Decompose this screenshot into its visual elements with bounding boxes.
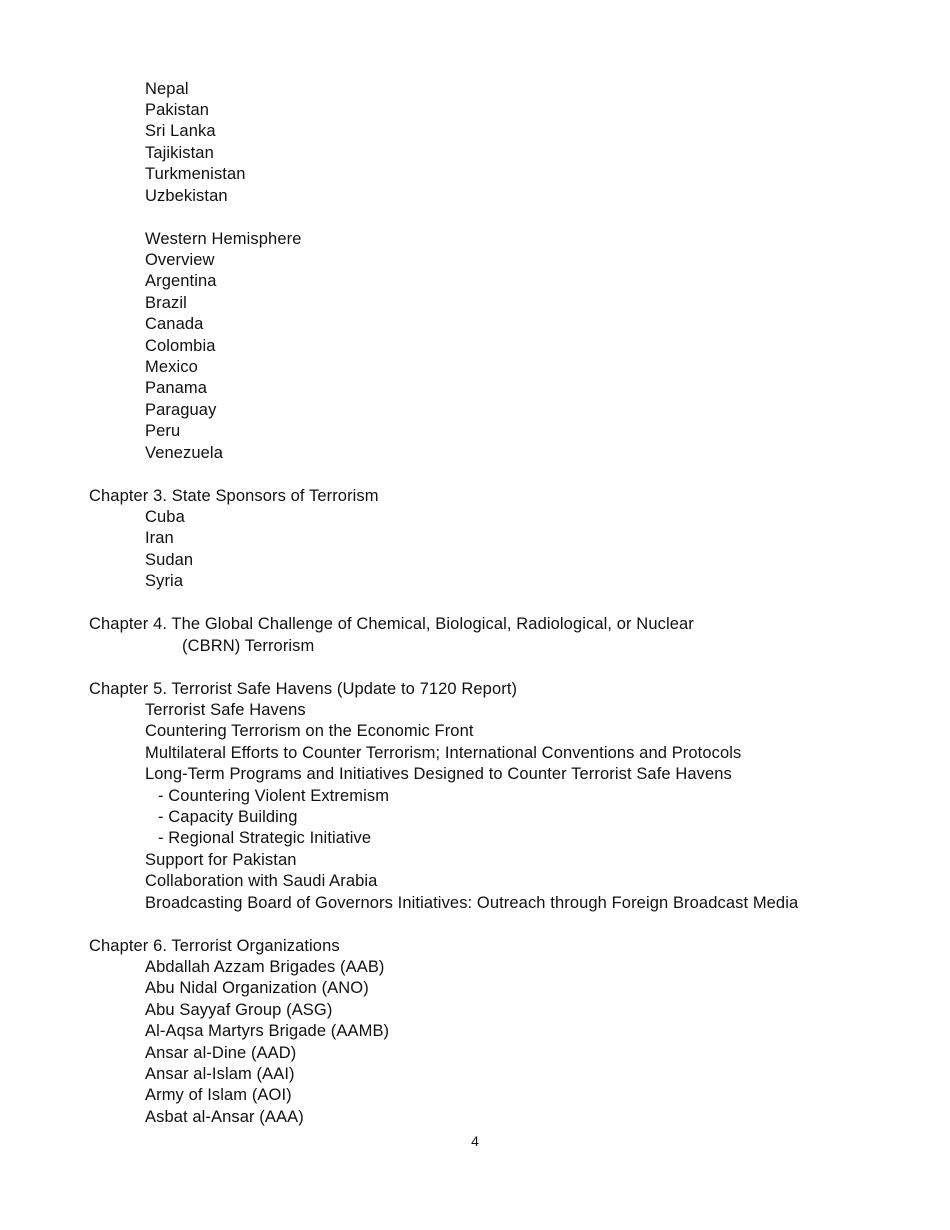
list-item: Abdallah Azzam Brigades (AAB) bbox=[145, 958, 385, 976]
list-item: Panama bbox=[145, 379, 208, 397]
list-item: Sudan bbox=[145, 551, 194, 569]
sub-list-item: - Capacity Building bbox=[158, 808, 298, 826]
list-item: Al-Aqsa Martyrs Brigade (AAMB) bbox=[145, 1022, 390, 1040]
list-item: Sri Lanka bbox=[145, 122, 216, 140]
list-item: Syria bbox=[145, 572, 184, 590]
chapter-title: Chapter 4. The Global Challenge of Chemical, Biological, Radiological, or Nuclear bbox=[89, 615, 694, 633]
list-item: Abu Sayyaf Group (ASG) bbox=[145, 1001, 333, 1019]
chapter-title: Chapter 6. Terrorist Organizations bbox=[89, 937, 340, 955]
list-item: Collaboration with Saudi Arabia bbox=[145, 872, 378, 890]
sub-list-item: - Regional Strategic Initiative bbox=[158, 829, 372, 847]
list-item: Terrorist Safe Havens bbox=[145, 701, 306, 719]
section-heading-western-hemisphere: Western Hemisphere bbox=[145, 230, 302, 248]
list-item: Paraguay bbox=[145, 401, 217, 419]
page-number: 4 bbox=[471, 1133, 479, 1149]
list-item: Argentina bbox=[145, 272, 217, 290]
list-item: Peru bbox=[145, 422, 181, 440]
list-item: Nepal bbox=[145, 80, 189, 98]
chapter-title: Chapter 3. State Sponsors of Terrorism bbox=[89, 487, 379, 505]
list-item: Long-Term Programs and Initiatives Designed to Counter Terrorist Safe Havens bbox=[145, 765, 732, 783]
sub-list-item: - Countering Violent Extremism bbox=[158, 787, 390, 805]
chapter-title: Chapter 5. Terrorist Safe Havens (Update to 7120 Report) bbox=[89, 680, 518, 698]
list-item: Mexico bbox=[145, 358, 198, 376]
list-item: Overview bbox=[145, 251, 215, 269]
list-item: Tajikistan bbox=[145, 144, 214, 162]
list-item: Army of Islam (AOI) bbox=[145, 1086, 292, 1104]
list-item: Countering Terrorism on the Economic Front bbox=[145, 722, 474, 740]
list-item: Turkmenistan bbox=[145, 165, 246, 183]
list-item: Iran bbox=[145, 529, 174, 547]
list-item: Asbat al-Ansar (AAA) bbox=[145, 1108, 304, 1126]
list-item: Ansar al-Islam (AAI) bbox=[145, 1065, 295, 1083]
list-item: Venezuela bbox=[145, 444, 223, 462]
list-item: Multilateral Efforts to Counter Terrorism; International Conventions and Protocols bbox=[145, 744, 742, 762]
list-item: Pakistan bbox=[145, 101, 210, 119]
list-item: Broadcasting Board of Governors Initiatives: Outreach through Foreign Broadcast Media bbox=[145, 894, 799, 912]
list-item: Canada bbox=[145, 315, 204, 333]
list-item: Support for Pakistan bbox=[145, 851, 297, 869]
list-item: Abu Nidal Organization (ANO) bbox=[145, 979, 369, 997]
list-item: Uzbekistan bbox=[145, 187, 228, 205]
chapter-title-continuation: (CBRN) Terrorism bbox=[182, 637, 315, 655]
list-item: Colombia bbox=[145, 337, 216, 355]
list-item: Brazil bbox=[145, 294, 187, 312]
list-item: Cuba bbox=[145, 508, 185, 526]
list-item: Ansar al-Dine (AAD) bbox=[145, 1044, 297, 1062]
